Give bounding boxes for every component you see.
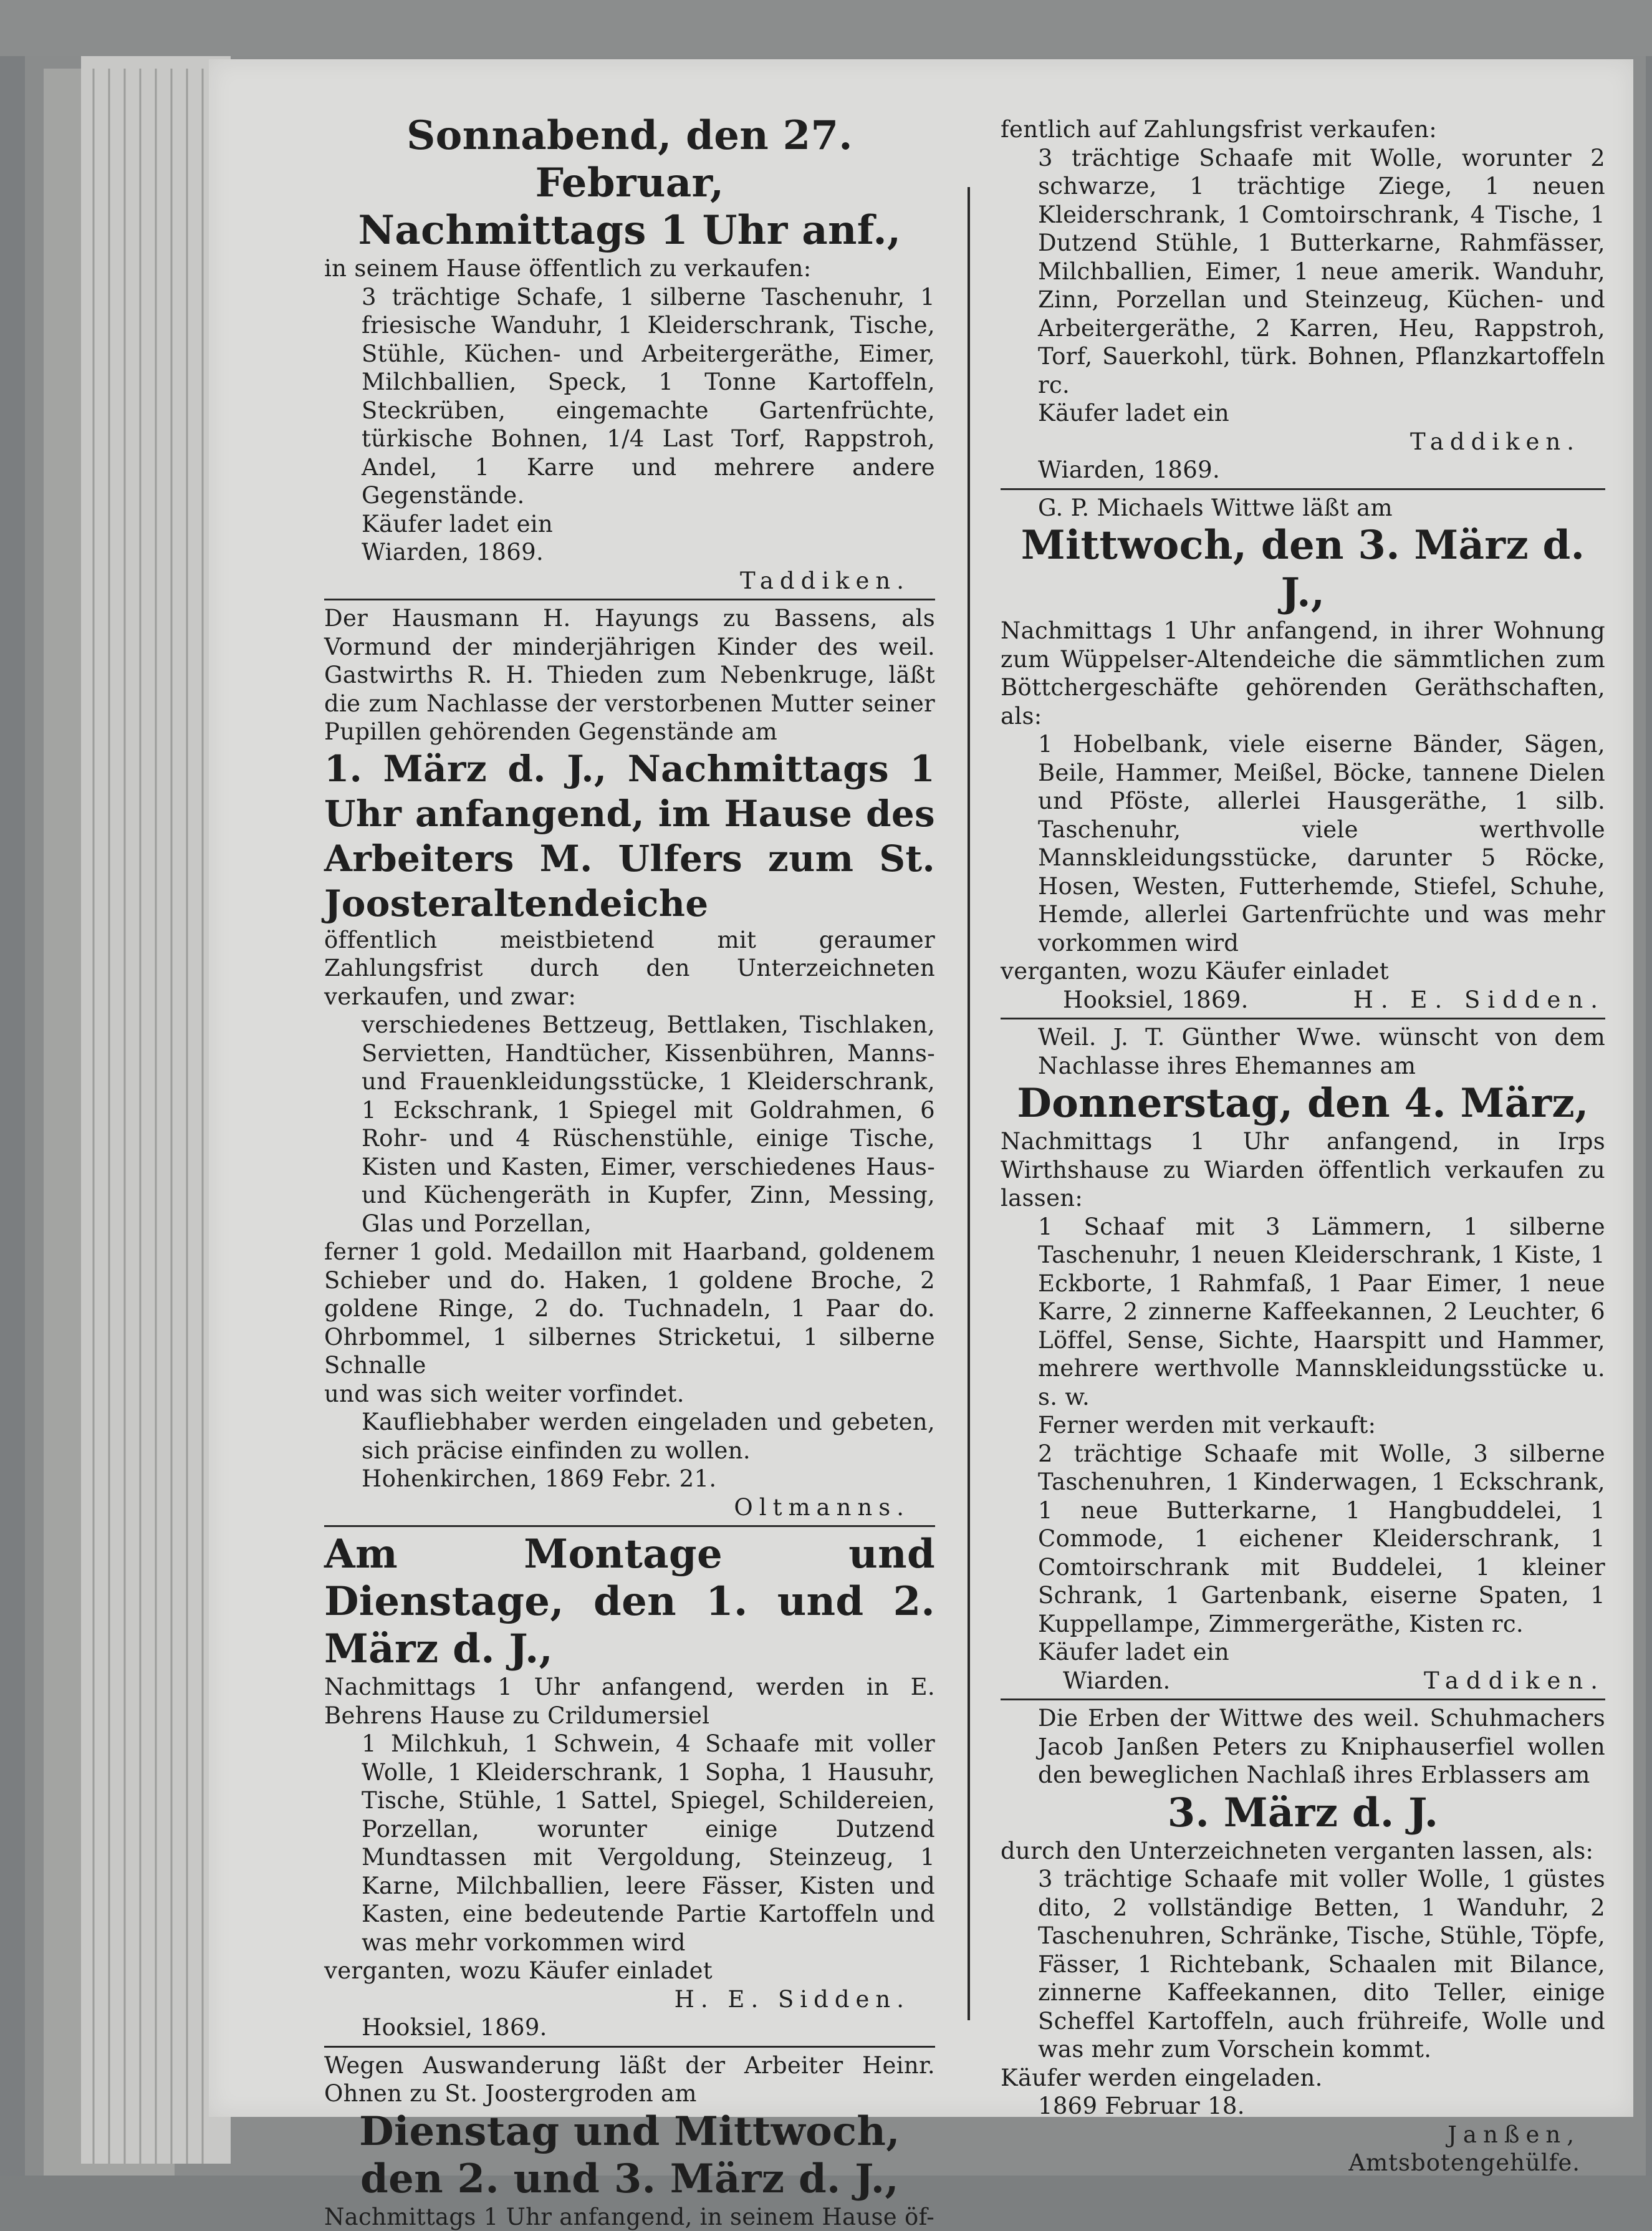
ad-intro: Der Hausmann H. Hayungs zu Bassens, als Vormund der minderjährigen Kinder des weil. Gastwirths R. H. Thieden zum Nebenkruge, läßt die zum Nachlasse der verstorbenen Mutter seiner Pupillen gehörenden Gegenstände am <box>324 604 935 746</box>
ad-signature: Taddiken. <box>1001 428 1605 456</box>
ad-heading: Am Montage und Dienstage, den 1. und 2. März d. J., <box>324 1531 935 1673</box>
ad-items: 1 Milchkuh, 1 Schwein, 4 Schaafe mit voller Wolle, 1 Kleiderschrank, 1 Sopha, 1 Hausuhr, Tische, Stühle, 1 Sattel, Spiegel, Schildereien, Porzellan, worunter einige Dutzend Mundtassen mit Vergoldung, Steinzeug, 1 Karne, Milchballien, leere Fässer, Kisten und Kasten, eine bedeutende Partie Kartoffeln und was mehr vorkommen wird <box>324 1730 935 1957</box>
ad-signature: Taddiken. <box>1424 1667 1605 1695</box>
ad-separator <box>324 1525 935 1527</box>
ad-buyers: Käufer ladet ein <box>324 510 935 539</box>
ad-intro: G. P. Michaels Wittwe läßt am <box>1001 494 1605 523</box>
ad-text: durch den Unterzeichneten verganten lassen, als: <box>1001 1837 1605 1866</box>
ad-place: Wiarden. <box>1063 1667 1171 1695</box>
column-divider <box>968 187 970 2020</box>
ad-place: Hohenkirchen, 1869 Febr. 21. <box>324 1465 935 1493</box>
ad-end: verganten, wozu Käufer einladet <box>324 1957 935 1985</box>
ad-text: öffentlich meistbietend mit geraumer Zahlungsfrist durch den Unterzeichneten verkaufen, und zwar: <box>324 926 935 1011</box>
ad-place: Hooksiel, 1869. <box>324 2013 935 2042</box>
ad-more2: und was sich weiter vorfindet. <box>324 1380 935 1409</box>
ad-guenther <box>1001 1023 1605 1695</box>
ad-separator <box>324 2046 935 2048</box>
ad-text: Nachmittags 1 Uhr anfangend, in seinem Hause öf- <box>324 2203 935 2231</box>
ad-heading: Donnerstag, den 4. März, <box>1001 1080 1605 1127</box>
ad-buyers: Käufer ladet ein <box>1001 1638 1605 1667</box>
ad-buyers: Käufer werden eingeladen. <box>1001 2064 1605 2093</box>
ad-ohnen <box>324 2051 935 2231</box>
ad-items: 3 trächtige Schafe, 1 silberne Taschenuhr, 1 friesische Wanduhr, 1 Kleiderschrank, Tische, Stühle, Küchen- und Arbeitergeräthe, Eimer, Milchballien, Speck, 1 Tonne Kartoffeln, Steckrüben, eingemachte Gartenfrüchte, türkische Bohnen, 1/4 Last Torf, Rappstroh, Andel, 1 Karre und mehrere andere Gegenstände. <box>324 283 935 510</box>
ad-sonnabend <box>324 112 935 595</box>
ad-text: Nachmittags 1 Uhr anfangend, in ihrer Wohnung zum Wüppelser-Altendeiche die sämmtlichen zum Böttchergeschäfte gehörenden Geräthschaften, als: <box>1001 617 1605 730</box>
ad-place: Wiarden, 1869. <box>324 538 935 567</box>
ad-intro: Die Erben der Wittwe des weil. Schuhmachers Jacob Janßen Peters zu Kniphauserfiel wollen den beweglichen Nachlaß ihres Erblassers am <box>1001 1704 1605 1790</box>
ad-heading: Sonnabend, den 27. Februar, <box>324 112 935 207</box>
ad-invite: Kaufliebhaber werden eingeladen und gebeten, sich präcise einfinden zu wollen. <box>324 1408 935 1465</box>
left-column <box>324 112 935 2231</box>
ad-place: Hooksiel, 1869. <box>1063 986 1249 1014</box>
ad-heading-time: Nachmittags 1 Uhr anf., <box>324 207 935 254</box>
ad-footer <box>1001 986 1605 1014</box>
ad-peters <box>1001 1704 1605 2177</box>
ad-footer <box>1001 1667 1605 1695</box>
ad-heading: 3. März d. J. <box>1001 1790 1605 1837</box>
ad-end: verganten, wozu Käufer einladet <box>1001 957 1605 986</box>
ad-signature: Janßen, <box>1001 2121 1605 2149</box>
ad-separator <box>324 599 935 600</box>
ad-buyers: Käufer ladet ein <box>1001 399 1605 428</box>
ad-intro: Nachmittags 1 Uhr anfangend, werden in E. Behrens Hause zu Crildumersiel <box>324 1673 935 1730</box>
ad-signature: H. E. Sidden. <box>324 1985 935 2014</box>
ad-continued <box>1001 115 1605 484</box>
ad-michaels <box>1001 494 1605 1014</box>
ad-heading: Dienstag und Mittwoch, den 2. und 3. März d. J., <box>324 2108 935 2203</box>
ad-items: 3 trächtige Schaafe mit voller Wolle, 1 güstes dito, 2 vollständige Betten, 1 Wanduhr, 2 Taschenuhren, Schränke, Tische, Stühle, Töpfe, Fässer, 1 Richtebank, Schaalen mit Bilance, zinnerne Kaffeekannen, dito Teller, einige Scheffel Kartoffeln, auch frühreife, Wolle und was mehr zum Vorschein kommt. <box>1001 1865 1605 2064</box>
ad-heading: Mittwoch, den 3. März d. J., <box>1001 522 1605 617</box>
right-column <box>1001 115 1605 2177</box>
ad-items: 1 Schaaf mit 3 Lämmern, 1 silberne Taschenuhr, 1 neuen Kleiderschrank, 1 Kiste, 1 Eckborte, 1 Rahmfaß, 1 Paar Eimer, 1 neue Karre, 2 zinnerne Kaffeekannen, 2 Leuchter, 6 Löffel, Sense, Sichte, Haarspitt und Hammer, mehrere werthvolle Mannskleidungsstücke u. s. w. <box>1001 1213 1605 1412</box>
ad-signature-title: Amtsbotengehülfe. <box>1001 2149 1605 2177</box>
ad-separator <box>1001 488 1605 490</box>
ad-separator <box>1001 1018 1605 1019</box>
ad-items: 1 Hobelbank, viele eiserne Bänder, Sägen, Beile, Hammer, Meißel, Böcke, tannene Dielen und Pföste, allerlei Hausgeräthe, 1 silb. Taschenuhr, viele werthvolle Mannskleidungsstücke, darunter 5 Röcke, Hosen, Westen, Futterhemde, Stiefel, Schuhe, Hemde, allerlei Gartenfrüchte und was mehr vorkommen wird <box>1001 730 1605 957</box>
ad-items-2: 2 trächtige Schaafe mit Wolle, 3 silberne Taschenuhren, 1 Kinderwagen, 1 Eckschrank, 1 neue Butterkarne, 1 Hangbuddelei, 1 Commode, 1 eichener Kleiderschrank, 1 Comtoirschrank mit Buddelei, 1 kleiner Schrank, 1 Gartenbank, eiserne Spaten, 1 Kuppellampe, Zimmergeräthe, Kisten rc. <box>1001 1440 1605 1639</box>
ad-items: verschiedenes Bettzeug, Bettlaken, Tischlaken, Servietten, Handtücher, Kissenbühren, Manns- und Frauenkleidungsstücke, 1 Kleiderschrank, 1 Eckschrank, 1 Spiegel mit Goldrahmen, 6 Rohr- und 4 Rüschenstühle, einige Tische, Kisten und Kasten, Eimer, verschiedenes Haus- und Küchengeräth in Kupfer, Zinn, Messing, Glas und Porzellan, <box>324 1011 935 1238</box>
ad-signature: Oltmanns. <box>324 1493 935 1522</box>
ad-intro: Wegen Auswanderung läßt der Arbeiter Heinr. Ohnen zu St. Joostergroden am <box>324 2051 935 2108</box>
ad-more: ferner 1 gold. Medaillon mit Haarband, goldenem Schieber und do. Haken, 1 goldene Broche, 2 goldene Ringe, 2 do. Tuchnadeln, 1 Paar do. Ohrbommel, 1 silbernes Stricketui, 1 silberne Schnalle <box>324 1238 935 1380</box>
ad-heading: 1. März d. J., Nachmittags 1 Uhr anfangend, im Hause des Arbeiters M. Ulfers zum St. Joosteraltendeiche <box>324 746 935 926</box>
ad-intro: Weil. J. T. Günther Wwe. wünscht von dem Nachlasse ihres Ehemannes am <box>1001 1023 1605 1080</box>
ad-date: 1869 Februar 18. <box>1001 2092 1605 2121</box>
ad-behrens <box>324 1531 935 2042</box>
ad-place: Wiarden, 1869. <box>1001 456 1605 484</box>
ad-hayungs <box>324 604 935 1521</box>
ad-separator <box>1001 1699 1605 1700</box>
ad-signature: H. E. Sidden. <box>1353 986 1605 1014</box>
ad-text: fentlich auf Zahlungsfrist verkaufen: <box>1001 115 1605 144</box>
ad-items: 3 trächtige Schaafe mit Wolle, worunter 2 schwarze, 1 trächtige Ziege, 1 neuen Kleiderschrank, 1 Comtoirschrank, 4 Tische, 1 Dutzend Stühle, 1 Butterkarne, Rahmfässer, Milchballien, Eimer, 1 neue amerik. Wanduhr, Zinn, Porzellan und Steinzeug, Küchen- und Arbeitergeräthe, 2 Karren, Heu, Rappstroh, Torf, Sauerkohl, türk. Bohnen, Pflanzkartoffeln rc. <box>1001 144 1605 400</box>
ad-signature: Taddiken. <box>324 567 935 595</box>
ad-text: Nachmittags 1 Uhr anfangend, in Irps Wirthshause zu Wiarden öffentlich verkaufen zu lassen: <box>1001 1127 1605 1213</box>
ad-intro: in seinem Hause öffentlich zu verkaufen: <box>324 254 935 283</box>
ad-more: Ferner werden mit verkauft: <box>1001 1411 1605 1440</box>
